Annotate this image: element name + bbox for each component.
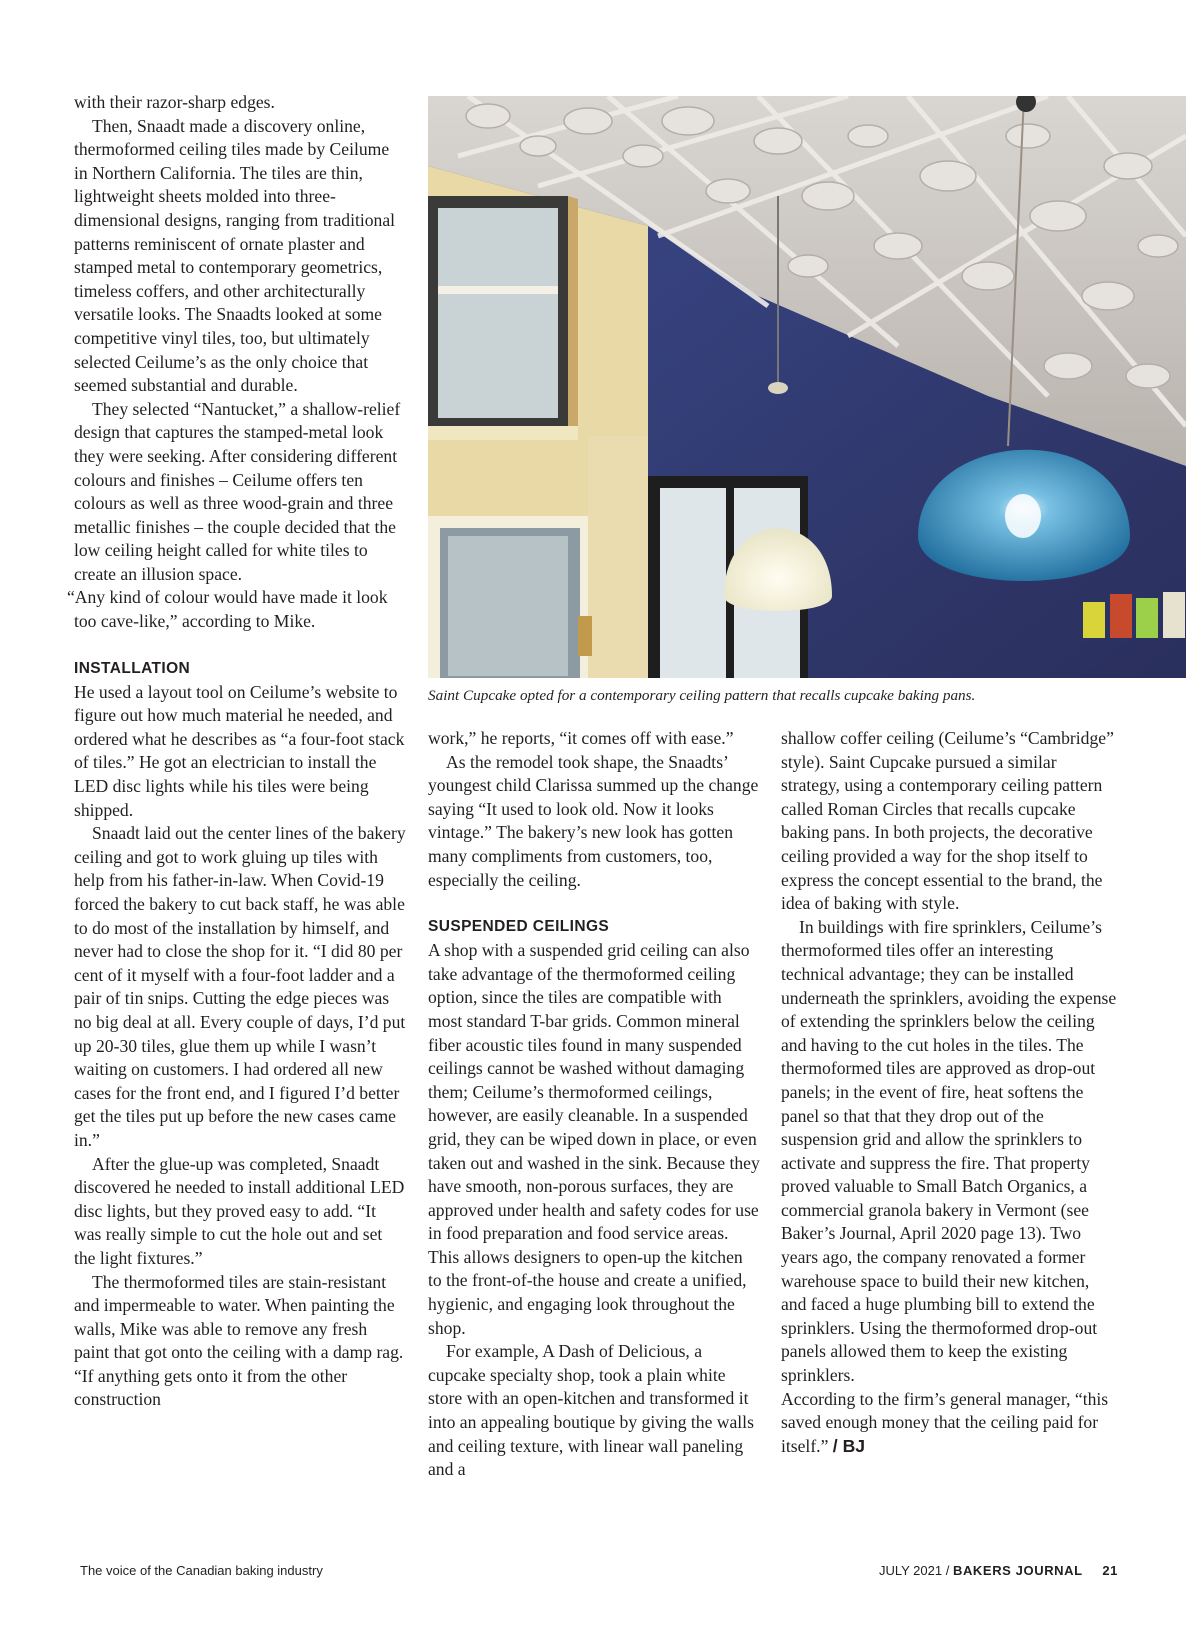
paragraph-layout: He used a layout tool on Ceilume’s website to figure out how much material he needed, and ordered what he describes as “a four-foot stack of tiles.” He got an electrician to install the LED disc lights while his tiles were being shipped. (74, 681, 405, 820)
page-number: 21 (1102, 1563, 1118, 1578)
paragraph-quote: “Any kind of colour would have made it look too cave-like,” according to Mike. (67, 587, 388, 632)
paragraph-nantucket: They selected “Nantucket,” a shallow-relief design that captures the stamped-metal look they were seeking. After considering different colours and finishes – Ceilume offers ten colours as well as three wood-grain and three metallic finishes – the couple decided that the low ceiling height called for white tiles to create an illusion space. (74, 398, 401, 584)
signoff: / BJ (832, 1435, 866, 1456)
paragraph-suspended: A shop with a suspended grid ceiling can also take advantage of the thermoformed ceiling option, since the tiles are compatible with most standard T-bar grids. Common mineral fiber acoustic tiles found in many suspended ceilings cannot be washed without damaging them; Ceilume’s thermoformed ceilings, however, are easily cleanable. In a suspended grid, they can be wiped down in place, or even taken out and washed in the sink. Because they have smooth, non-porous surfaces, they are approved under health and safety codes for use in food preparation and food service areas. This allows designers to open-up the kitchen to the front-of-the house and create a unified, hygienic, and engaging look throughout the shop. (428, 940, 760, 1338)
paragraph-work: work,” he reports, “it comes off with ease.” (428, 728, 734, 748)
paragraph-manager (781, 1388, 1119, 1459)
paragraph-fire: In buildings with fire sprinklers, Ceilume’s thermoformed tiles offer an interesting technical advantage; they can be installed underneath the sprinklers, avoiding the expense of extending the sprinklers below the ceiling and having to the cut holes in the tiles. The thermoformed tiles are approved as drop-out panels; in the event of fire, heat softens the panel so that that they drop out of the suspension grid and allow the sprinklers to activate and suppress the fire. That property proved valuable to Small Batch Organics, a commercial granola bakery in Vermont (see Baker’s Journal, April 2020 page 13). Two years ago, the company renovated a former warehouse space to build their new kitchen, and faced a huge plumbing bill to extend the sprinklers. Using the thermoformed drop-out panels allowed them to keep the existing sprinklers. (781, 916, 1117, 1386)
paragraph-glue-up: After the glue-up was completed, Snaadt discovered he needed to install additional LED disc lights, but they proved easy to add. “It was really simple to cut the hole out and set the light fixtures.” (74, 1153, 405, 1268)
ceiling-photo (428, 96, 1186, 678)
paragraph-remodel: As the remodel took shape, the Snaadts’ youngest child Clarissa summed up the change saying “It used to look old. Now it looks vintage.” The bakery’s new look has gotten many compliments from customers, too, especially the ceiling. (428, 751, 759, 890)
photo-caption: Saint Cupcake opted for a contemporary ceiling pattern that recalls cupcake baking pans. (428, 687, 976, 704)
paragraph-stain-resistant: The thermoformed tiles are stain-resistant and impermeable to water. When painting the walls, Mike was able to remove any fresh paint that got onto the ceiling with a damp rag. “If anything gets onto it from the other construction (74, 1271, 404, 1410)
article-column-3 (781, 727, 1119, 1458)
paragraph-coffer: shallow coffer ceiling (Ceilume’s “Cambridge” style). Saint Cupcake pursued a similar strategy, using a contemporary ceiling pattern called Roman Circles that recalls cupcake baking pans. In both projects, the decorative ceiling provided a way for the shop itself to express the concept essential to the brand, the idea of baking with style. (781, 728, 1114, 914)
footer-issue-line (879, 1562, 1118, 1580)
footer-issue: JULY 2021 / (878, 1563, 950, 1578)
manager-quote: According to the firm’s general manager, “this saved enough money that the ceiling paid for itself.” (781, 1388, 1109, 1456)
article-column-2 (428, 727, 760, 1482)
heading-installation: INSTALLATION (74, 659, 191, 677)
paragraph-discovery: Then, Snaadt made a discovery online, thermoformed ceiling tiles made by Ceilume in Northern California. The tiles are thin, lightweight sheets molded into three-dimensional designs, ranging from traditional patterns reminiscent of ornate plaster and stamped metal to contemporary geometrics, timeless coffers, and other architecturally versatile looks. The Snaadts looked at some competitive vinyl tiles, too, but ultimately selected Ceilume’s as the only choice that seemed substantial and durable. (74, 115, 396, 396)
paragraph-intro-tail: with their razor-sharp edges. (74, 92, 275, 112)
footer-tagline: The voice of the Canadian baking industry (80, 1563, 323, 1578)
paragraph-center-lines: Snaadt laid out the center lines of the bakery ceiling and got to work gluing up tiles with help from his father-in-law. When Covid-19 forced the bakery to cut back staff, he was able to do most of the installation by himself, and never had to close the shop for it. “I did 80 per cent of it myself with a four-foot ladder and a pair of tin snips. Cutting the edge pieces was no big deal at all. Every couple of days, I’d put up 20-30 tiles, glue them up while I wasn’t waiting on customers. I had ordered all new cases for the front end, and I figured I’d better get the tiles put up before the new cases came in.” (74, 823, 406, 1150)
paragraph-example: For example, A Dash of Delicious, a cupcake specialty shop, took a plain white store with an open-kitchen and transformed it into an appealing boutique by giving the walls and ceiling texture, with linear wall paneling and a (428, 1341, 754, 1480)
heading-suspended-ceilings: SUSPENDED CEILINGS (428, 918, 610, 936)
article-column-1 (67, 91, 406, 1412)
footer-magazine: BAKERS JOURNAL (952, 1563, 1083, 1578)
